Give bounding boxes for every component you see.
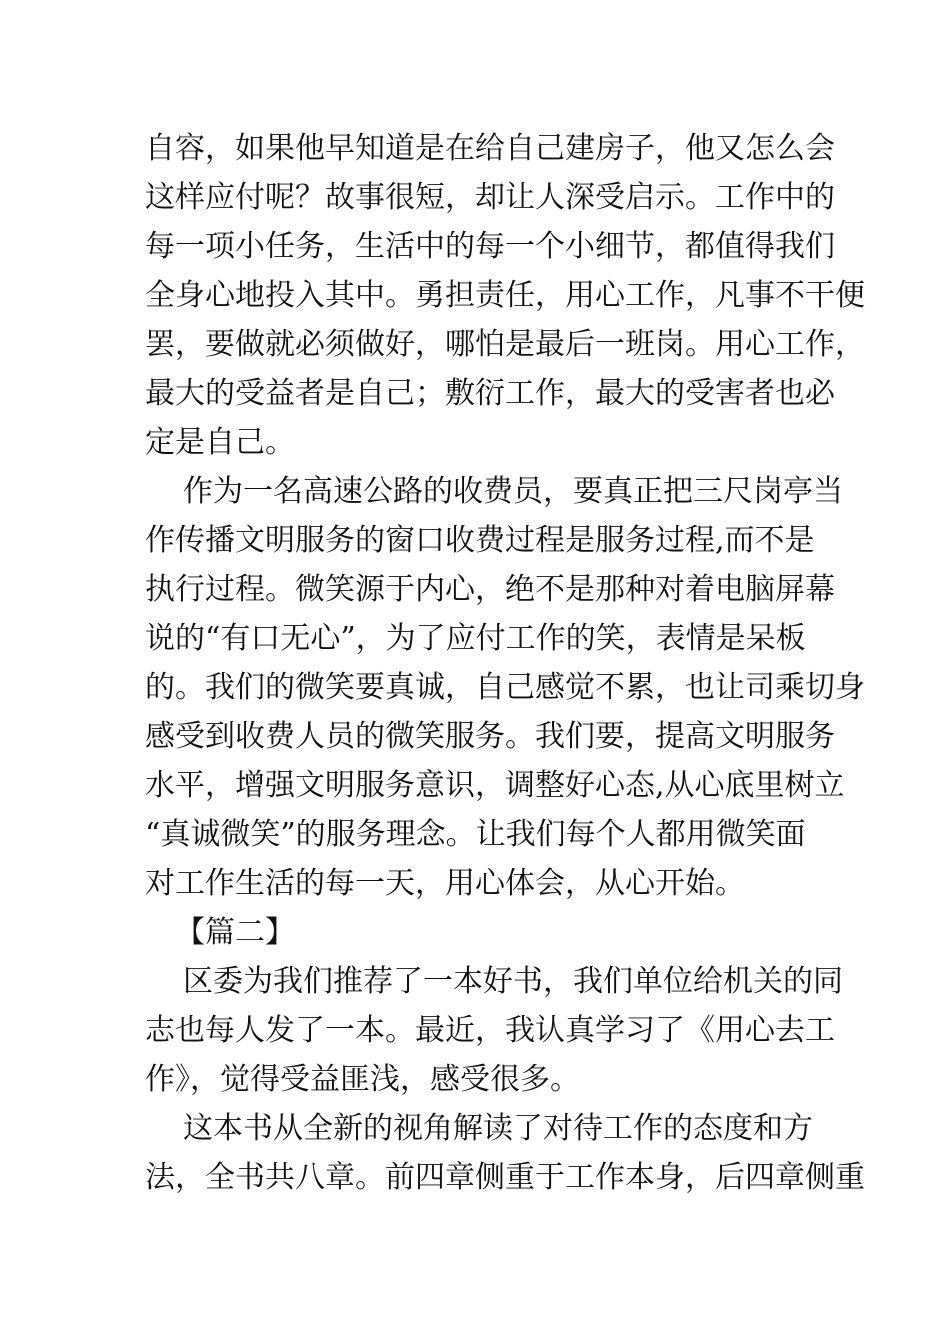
paragraph-line: 全身心地投入其中。勇担责任，用心工作，凡事不干便	[145, 278, 865, 313]
paragraph-line: 水平，增强文明服务意识，调整好心态,从心底里树立	[145, 768, 845, 803]
paragraph-line: 自容，如果他早知道是在给自己建房子，他又怎么会	[145, 131, 835, 166]
paragraph-line: 罢，要做就必须做好，哪怕是最后一班岗。用心工作，	[145, 327, 865, 362]
document-body	[145, 124, 865, 1202]
paragraph-line: 这样应付呢？故事很短，却让人深受启示。工作中的	[145, 180, 835, 215]
section-heading: 【篇二】	[175, 915, 295, 950]
paragraph-line: 定是自己。	[145, 425, 295, 460]
paragraph-line: “真诚微笑”的服务理念。让我们每个人都用微笑面	[145, 817, 806, 852]
paragraph-line: 法，全书共八章。前四章侧重于工作本身，后四章侧重	[145, 1160, 865, 1195]
paragraph-line: 每一项小任务，生活中的每一个小细节，都值得我们	[145, 229, 835, 264]
paragraph-line: 志也每人发了一本。最近，我认真学习了《用心去工	[145, 1013, 835, 1048]
paragraph-line: 说的“有口无心”，为了应付工作的笑，表情是呆板	[145, 621, 806, 656]
paragraph-line: 对工作生活的每一天，用心体会，从心开始。	[145, 866, 745, 901]
paragraph-line: 作》，觉得受益匪浅，感受很多。	[145, 1062, 580, 1097]
paragraph-line: 执行过程。微笑源于内心，绝不是那种对着电脑屏幕	[145, 572, 835, 607]
paragraph-line: 这本书从全新的视角解读了对待工作的态度和方	[183, 1111, 813, 1146]
paragraph-line: 的。我们的微笑要真诚，自己感觉不累，也让司乘切身	[145, 670, 865, 705]
paragraph-line: 最大的受益者是自己；敷衍工作，最大的受害者也必	[145, 376, 835, 411]
paragraph-line: 感受到收费人员的微笑服务。我们要，提高文明服务	[145, 719, 835, 754]
paragraph-line: 作为一名高速公路的收费员，要真正把三尺岗亭当	[183, 474, 843, 509]
paragraph-line: 区委为我们推荐了一本好书，我们单位给机关的同	[183, 964, 843, 999]
paragraph-line: 作传播文明服务的窗口收费过程是服务过程,而不是	[145, 523, 815, 558]
